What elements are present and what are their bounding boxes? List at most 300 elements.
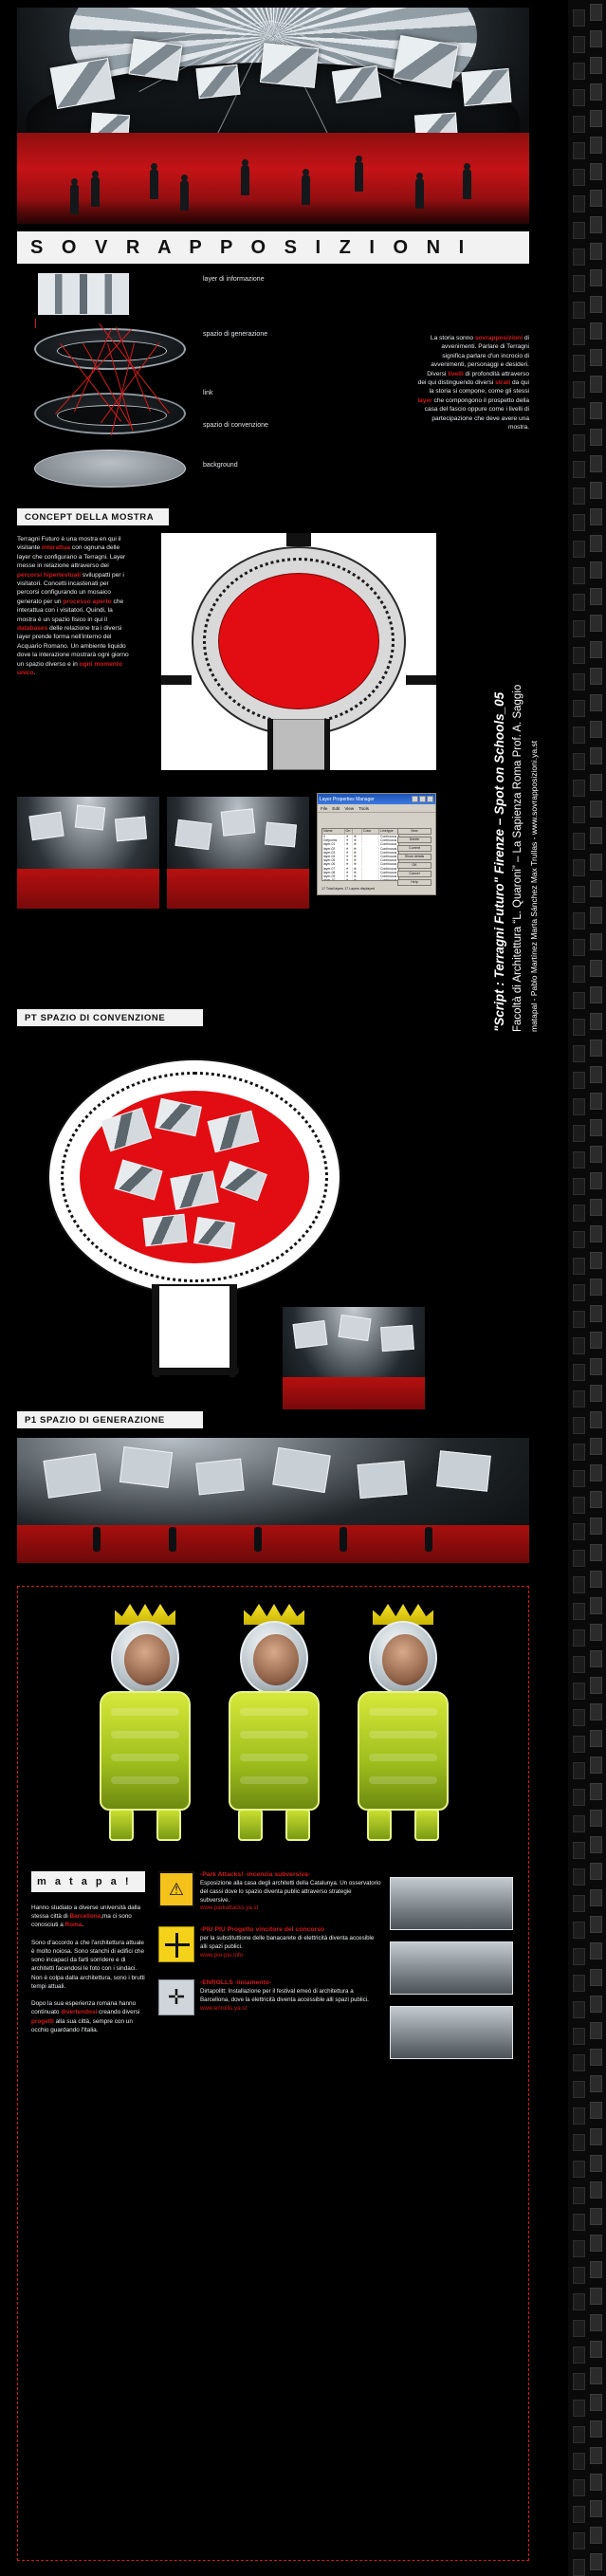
film-perforation xyxy=(573,2107,585,2125)
cancel-button[interactable]: Cancel xyxy=(397,871,432,877)
film-perforation xyxy=(573,2001,585,2018)
film-perforation xyxy=(590,2394,602,2411)
suit-legs xyxy=(367,1809,439,1841)
film-perforation xyxy=(573,727,585,744)
window-controls[interactable] xyxy=(412,796,433,802)
minimize-icon[interactable] xyxy=(412,796,418,802)
photo-panel xyxy=(358,1461,408,1499)
film-perforation xyxy=(573,1364,585,1381)
layer-diagram xyxy=(17,271,529,497)
film-perforation xyxy=(573,222,585,239)
side-title-sub: Facoltà di Architettura “L. Quaroni” – La Sapienza Roma Prof. A. Saggio xyxy=(512,684,523,1032)
film-perforation xyxy=(590,2341,602,2358)
diagram-label-background: background xyxy=(203,462,238,469)
window-title: Layer Properties Manager xyxy=(320,796,375,802)
film-perforation xyxy=(590,455,602,472)
film-perforation xyxy=(573,1550,585,1567)
film-perforation xyxy=(590,2474,602,2491)
film-perforation xyxy=(590,986,602,1003)
film-perforation xyxy=(573,89,585,106)
film-perforation xyxy=(590,216,602,233)
film-perforation xyxy=(573,2161,585,2178)
film-perforation xyxy=(590,1597,602,1614)
ok-button[interactable]: OK xyxy=(397,862,432,869)
film-perforation xyxy=(573,780,585,797)
warning-triangle-icon xyxy=(158,1871,194,1907)
film-perforation xyxy=(590,1969,602,1986)
film-perforation xyxy=(573,248,585,266)
move-arrows-icon xyxy=(158,1979,194,2015)
film-perforation xyxy=(573,1656,585,1673)
photo-panel xyxy=(195,1459,244,1496)
film-perforation xyxy=(573,2373,585,2390)
cell-layer-on[interactable]: ☀ xyxy=(345,847,353,851)
film-perforation xyxy=(573,2081,585,2098)
cell-layer-linetype[interactable]: Continuous xyxy=(380,850,397,855)
menu-view[interactable]: View xyxy=(344,805,355,811)
film-perforation xyxy=(573,381,585,398)
cell-layer-freeze[interactable]: ❄ xyxy=(353,851,362,855)
cell-layer-freeze[interactable]: ❄ xyxy=(353,838,362,842)
face-photo xyxy=(382,1634,428,1685)
film-perforation xyxy=(590,694,602,711)
film-perforation xyxy=(590,2181,602,2199)
film-perforation xyxy=(573,1868,585,1886)
section-header-p1: P1 SPAZIO DI GENERAZIONE xyxy=(17,1411,203,1428)
film-perforation xyxy=(590,2288,602,2305)
film-perforation xyxy=(590,1916,602,1933)
film-perforation xyxy=(590,1677,602,1694)
hero-render-interior-dome xyxy=(17,8,529,224)
film-perforation xyxy=(573,195,585,212)
astronaut-portrait xyxy=(350,1604,456,1841)
film-perforation xyxy=(573,1151,585,1168)
cell-layer-freeze[interactable]: ❄ xyxy=(353,847,362,851)
cell-layer-linetype[interactable]: Continuous xyxy=(380,862,397,867)
film-perforation xyxy=(590,907,602,924)
film-perforation xyxy=(573,1258,585,1275)
matapa-brand: m a t a p a ! xyxy=(31,1871,145,1892)
film-perforation xyxy=(573,806,585,823)
matapa-credits-block xyxy=(17,1586,529,2561)
menu-file[interactable]: File xyxy=(321,805,328,811)
cell-layer-linetype[interactable]: Continuous xyxy=(380,878,397,881)
film-perforation xyxy=(590,163,602,180)
visitor-figure xyxy=(463,169,471,199)
film-perforation xyxy=(590,1942,602,1960)
film-perforation xyxy=(590,2128,602,2145)
film-perforation xyxy=(590,1703,602,1720)
photo-panel xyxy=(380,1325,414,1352)
menu-edit[interactable]: Edit xyxy=(332,805,340,811)
film-perforation xyxy=(573,1045,585,1062)
cell-layer-on[interactable]: ☀ xyxy=(345,835,353,838)
film-perforation xyxy=(590,880,602,897)
film-perforation xyxy=(590,2500,602,2517)
visitor-figure xyxy=(169,1527,176,1552)
film-perforation xyxy=(590,561,602,579)
cell-layer-on[interactable]: ☀ xyxy=(345,871,353,874)
film-perforation xyxy=(590,1013,602,1030)
cell-layer-name: layer-07 xyxy=(322,867,345,871)
film-perforation xyxy=(573,753,585,770)
diagram-photo-layer xyxy=(38,273,129,315)
film-perforation xyxy=(590,376,602,393)
cell-layer-linetype[interactable]: Continuous xyxy=(380,855,397,859)
new-layer-button[interactable]: New xyxy=(397,828,432,835)
visitor-figure xyxy=(70,184,79,214)
link-line xyxy=(35,319,36,328)
film-perforation xyxy=(590,747,602,764)
cell-layer-on[interactable]: ☀ xyxy=(345,878,353,881)
film-perforation xyxy=(590,30,602,47)
film-perforation xyxy=(590,1252,602,1269)
cell-layer-on[interactable]: ☀ xyxy=(345,874,353,878)
cell-layer-linetype[interactable]: Continuous xyxy=(380,842,397,847)
cell-layer-on[interactable]: ☀ xyxy=(345,867,353,871)
film-perforation xyxy=(590,2075,602,2092)
film-perforation xyxy=(590,2022,602,2039)
layer-table[interactable] xyxy=(321,828,399,881)
column-header-linetype: Linetype xyxy=(379,829,398,834)
astronaut-portrait xyxy=(92,1604,198,1841)
film-perforation xyxy=(590,296,602,313)
film-perforation xyxy=(573,434,585,451)
menu-tools[interactable]: Tools xyxy=(358,805,369,811)
project-text: per la substituttione delle banacarete di elettricità diventa accesible alli spazi publici. xyxy=(200,1935,375,1951)
list-item xyxy=(158,1979,382,2017)
photo-panel xyxy=(119,1446,173,1488)
project-photo xyxy=(390,2006,513,2059)
film-perforation xyxy=(573,328,585,345)
film-perforation xyxy=(573,1497,585,1514)
cell-layer-linetype[interactable]: Continuous xyxy=(380,835,397,839)
column-header-freeze xyxy=(353,829,362,834)
film-perforation xyxy=(573,63,585,80)
hanging-photo-panel xyxy=(462,68,512,106)
film-perforation xyxy=(590,827,602,844)
film-perforation xyxy=(590,1730,602,1747)
film-perforation xyxy=(573,1922,585,1939)
film-perforation xyxy=(573,2054,585,2071)
project-photo xyxy=(390,1941,513,1995)
plan-wall xyxy=(154,1286,159,1377)
cell-layer-name: layer-06 xyxy=(322,862,345,866)
screenshot-layer-properties-window[interactable] xyxy=(317,793,436,895)
film-perforation xyxy=(573,620,585,637)
film-perforation xyxy=(573,1019,585,1036)
cell-layer-linetype[interactable]: Continuous xyxy=(380,846,397,851)
layer-count-status: 17 Total layers 17 Layers displayed xyxy=(321,887,376,891)
diagram-label-generazione: spazio di generazione xyxy=(203,331,268,338)
cell-layer-freeze[interactable]: ❄ xyxy=(353,874,362,878)
cell-layer-freeze[interactable]: ❄ xyxy=(353,842,362,846)
film-perforation xyxy=(573,1205,585,1222)
photo-panel xyxy=(338,1315,371,1341)
film-perforation xyxy=(590,960,602,977)
cell-layer-freeze[interactable]: ❄ xyxy=(353,835,362,838)
plan-wall xyxy=(286,533,311,546)
film-perforation xyxy=(590,1385,602,1402)
column-header-name: Name xyxy=(322,829,345,834)
film-perforation xyxy=(573,355,585,372)
film-perforation xyxy=(573,2532,585,2549)
film-perforation xyxy=(590,1279,602,1296)
film-perforation xyxy=(573,2240,585,2257)
film-perforation xyxy=(590,1172,602,1189)
plus-icon xyxy=(158,1926,194,1962)
film-perforation xyxy=(573,2506,585,2523)
cell-layer-on[interactable]: ☀ xyxy=(345,851,353,855)
film-perforation xyxy=(573,647,585,664)
film-perforation xyxy=(590,2049,602,2066)
maximize-icon[interactable] xyxy=(419,796,426,802)
diagram-label-informazione: layer di informazione xyxy=(203,276,265,283)
film-perforation xyxy=(590,800,602,818)
hanging-photo-panel xyxy=(332,65,381,103)
film-perforation xyxy=(590,190,602,207)
film-perforation xyxy=(573,1523,585,1540)
film-perforation xyxy=(590,774,602,791)
window-side-buttons[interactable] xyxy=(397,828,432,884)
visitor-figure xyxy=(302,175,310,205)
project-photo xyxy=(390,1877,513,1930)
film-perforation xyxy=(590,1544,602,1561)
render-interior-view-4 xyxy=(17,1438,529,1563)
project-title: -ENROLLS -liniamento- xyxy=(200,1979,272,1987)
matapa-footer xyxy=(18,1871,530,2562)
film-perforation xyxy=(573,1337,585,1354)
film-perforation xyxy=(590,2420,602,2438)
visitor-figure xyxy=(180,180,189,211)
filmstrip-edge xyxy=(568,0,606,2576)
cell-layer-freeze[interactable]: ❄ xyxy=(353,858,362,862)
film-perforation xyxy=(573,1098,585,1115)
list-item xyxy=(158,1926,382,1964)
film-perforation xyxy=(573,1815,585,1832)
cell-layer-freeze[interactable]: ❄ xyxy=(353,862,362,866)
film-perforation xyxy=(590,2527,602,2544)
list-item xyxy=(158,1871,382,1911)
film-perforation xyxy=(590,1093,602,1110)
project-url[interactable]: www.enrollis.ya.st xyxy=(200,2004,248,2012)
cell-layer-linetype[interactable]: Continuous xyxy=(380,858,397,863)
plan-wall xyxy=(161,675,192,685)
poster-main-title-band xyxy=(17,231,529,264)
diagram-convention-ring xyxy=(34,393,186,434)
film-perforation xyxy=(590,2367,602,2384)
film-perforation xyxy=(573,939,585,956)
floor-plan-concept xyxy=(161,533,436,770)
film-perforation xyxy=(573,992,585,1009)
film-perforation xyxy=(573,1284,585,1301)
film-perforation xyxy=(590,1438,602,1455)
film-perforation xyxy=(573,2214,585,2231)
film-perforation xyxy=(573,1072,585,1089)
cell-layer-name: 0 xyxy=(322,835,345,838)
film-perforation xyxy=(590,2208,602,2225)
film-perforation xyxy=(573,1762,585,1779)
cell-layer-on[interactable]: ☀ xyxy=(345,838,353,842)
project-title: -Park Attacks! -incenzia subversiva- xyxy=(200,1871,311,1878)
cell-layer-freeze[interactable]: ❄ xyxy=(353,878,362,881)
film-perforation xyxy=(573,36,585,53)
help-button[interactable]: Help xyxy=(397,879,432,886)
film-perforation xyxy=(573,142,585,159)
film-perforation xyxy=(590,1305,602,1322)
photo-panel xyxy=(265,822,297,848)
film-perforation xyxy=(590,402,602,419)
face-photo xyxy=(124,1634,170,1685)
film-perforation xyxy=(573,1948,585,1965)
window-titlebar xyxy=(318,794,435,804)
table-row[interactable] xyxy=(322,878,398,881)
film-perforation xyxy=(590,1889,602,1906)
suit-body xyxy=(229,1691,320,1811)
film-perforation xyxy=(590,1836,602,1853)
face-photo xyxy=(253,1634,299,1685)
film-perforation xyxy=(590,1518,602,1535)
visitor-figure xyxy=(355,161,363,192)
film-perforation xyxy=(573,2293,585,2310)
film-perforation xyxy=(590,1491,602,1508)
cell-layer-linetype[interactable]: Continuous xyxy=(380,838,397,843)
film-perforation xyxy=(590,243,602,260)
film-perforation xyxy=(590,1650,602,1667)
film-perforation xyxy=(573,1390,585,1408)
cell-layer-linetype[interactable]: Continuous xyxy=(380,870,397,874)
diagram-label-link: link xyxy=(203,390,213,396)
film-perforation xyxy=(573,2453,585,2470)
suit-legs xyxy=(238,1809,310,1841)
film-perforation xyxy=(590,2102,602,2119)
cell-layer-on[interactable]: ☀ xyxy=(345,862,353,866)
cell-layer-freeze[interactable]: ❄ xyxy=(353,871,362,874)
film-perforation xyxy=(590,110,602,127)
film-perforation xyxy=(573,594,585,611)
delete-layer-button[interactable]: Delete xyxy=(397,837,432,843)
film-perforation xyxy=(590,269,602,286)
cell-layer-on[interactable]: ☀ xyxy=(345,858,353,862)
astronaut-portraits-row xyxy=(18,1604,530,1860)
film-perforation xyxy=(573,1444,585,1461)
film-perforation xyxy=(590,1810,602,1827)
photo-panel xyxy=(115,817,147,842)
film-perforation xyxy=(573,2479,585,2496)
plan-wall xyxy=(154,1368,239,1373)
set-current-button[interactable]: Current xyxy=(397,845,432,852)
close-icon[interactable] xyxy=(427,796,433,802)
film-perforation xyxy=(573,514,585,531)
film-perforation xyxy=(590,1996,602,2013)
photo-panel xyxy=(28,812,64,840)
film-perforation xyxy=(573,2346,585,2364)
film-perforation xyxy=(590,2155,602,2172)
cell-layer-on[interactable]: ☀ xyxy=(345,842,353,846)
cell-layer-name: Defpoints xyxy=(322,838,345,842)
project-text: Esposizione alla casa degli architetti della Catalunya. Un osservatorio del cassi dove lo spazio diventa public attraverso strategie subversive. xyxy=(200,1880,381,1904)
film-perforation xyxy=(573,2028,585,2045)
matapa-intro-paragraph: Hanno studiato a diverse università dalla stessa città di Barcellona,ma ci sono conosciuti a Roma. Sono d'accordo a che l'architettura attuale è molto noiosa. Sono stanchi di edifici che sono incapaci da farti sorridere e di architetti facendosi le foto con i sindaci. Non è colpa dalla architettura, sono i brutti tempi attuali. Dopo la sua esperienza romana hanno continuato divertendosi creando diversi progetti alla sua città, sempre con un occhio guardando l'Italia. xyxy=(31,1904,145,2033)
film-perforation xyxy=(573,1842,585,1859)
film-perforation xyxy=(573,567,585,584)
film-perforation xyxy=(573,1789,585,1806)
film-perforation xyxy=(573,966,585,983)
render-interior-view-1 xyxy=(17,797,159,909)
photo-panel xyxy=(436,1450,491,1491)
photo-panel xyxy=(193,1217,235,1249)
project-url[interactable]: www.piu-piu.info xyxy=(200,1951,244,1959)
film-perforation xyxy=(590,854,602,871)
film-perforation xyxy=(573,116,585,133)
film-perforation xyxy=(590,429,602,446)
film-perforation xyxy=(573,541,585,558)
visitor-figure xyxy=(415,178,424,209)
film-perforation xyxy=(590,1863,602,1880)
film-perforation xyxy=(590,1066,602,1083)
film-perforation xyxy=(590,1411,602,1428)
render-interior-view-3 xyxy=(283,1307,425,1409)
film-perforation xyxy=(590,322,602,340)
hanging-photo-panel xyxy=(260,43,319,88)
suit-body xyxy=(358,1691,449,1811)
cell-layer-on[interactable]: ☀ xyxy=(345,855,353,858)
film-perforation xyxy=(573,673,585,690)
film-perforation xyxy=(590,2447,602,2464)
film-perforation xyxy=(573,2559,585,2576)
cell-layer-name: layer-01 xyxy=(322,842,345,846)
render-interior-view-2 xyxy=(167,797,309,909)
visitor-figure xyxy=(254,1527,262,1552)
helmet xyxy=(369,1621,437,1695)
plan-entrance-block xyxy=(267,719,330,770)
photo-panel xyxy=(43,1453,101,1498)
film-perforation xyxy=(590,535,602,552)
section-header-pt: PT SPAZIO DI CONVENZIONE xyxy=(17,1009,203,1026)
photo-panel xyxy=(143,1214,188,1246)
visitor-figure xyxy=(425,1527,432,1552)
film-perforation xyxy=(590,615,602,632)
cell-layer-linetype[interactable]: Continuous xyxy=(380,866,397,871)
visitor-figure xyxy=(91,176,100,207)
visitor-figure xyxy=(241,165,249,195)
suit-body xyxy=(100,1691,191,1811)
cell-layer-color[interactable] xyxy=(362,878,379,881)
film-perforation xyxy=(573,2134,585,2151)
show-details-button[interactable]: Show details xyxy=(397,854,432,860)
photo-panel xyxy=(221,808,256,836)
window-statusbar xyxy=(321,887,375,891)
film-perforation xyxy=(573,1178,585,1195)
cell-layer-linetype[interactable]: Continuous xyxy=(380,874,397,878)
plan-red-floor xyxy=(218,573,379,709)
project-url[interactable]: www.parkattacks.ya.st xyxy=(200,1904,259,1912)
photo-panel xyxy=(293,1320,328,1349)
film-perforation xyxy=(590,1146,602,1163)
cell-layer-freeze[interactable]: ❄ xyxy=(353,867,362,871)
cell-layer-freeze[interactable]: ❄ xyxy=(353,855,362,858)
photo-panel xyxy=(272,1447,331,1493)
film-perforation xyxy=(590,1783,602,1800)
plan-wall xyxy=(230,1286,235,1377)
side-title-block xyxy=(492,501,565,1032)
film-perforation xyxy=(573,886,585,903)
page-title: S O V R A P P O S I Z I O N I xyxy=(30,236,471,258)
concept-paragraph: Terragni Futuro è una mostra en qui il visitante interattua con ognuna delle layer che configurano a Terragni. Layer messe in relazione attraverso dei percorsi hipertestuali sviluppatti per i visitatori. Concetti incastenati per percorsi configurando un mosaico generato per un processo aperto che interattua con i visitatori. Quindi, la mostra è un spazio fisico in qui il databases delle relazione tra i diversi layer prende forma nell'interno del Acquario Romano. Un ambiente liquido dove la interazione mostrarà ogni giorno un spazio diverso e in ogni momento unico. xyxy=(17,536,129,677)
cell-layer-name: layer-10 xyxy=(322,878,345,881)
window-menubar[interactable] xyxy=(318,804,435,813)
film-perforation xyxy=(590,588,602,605)
